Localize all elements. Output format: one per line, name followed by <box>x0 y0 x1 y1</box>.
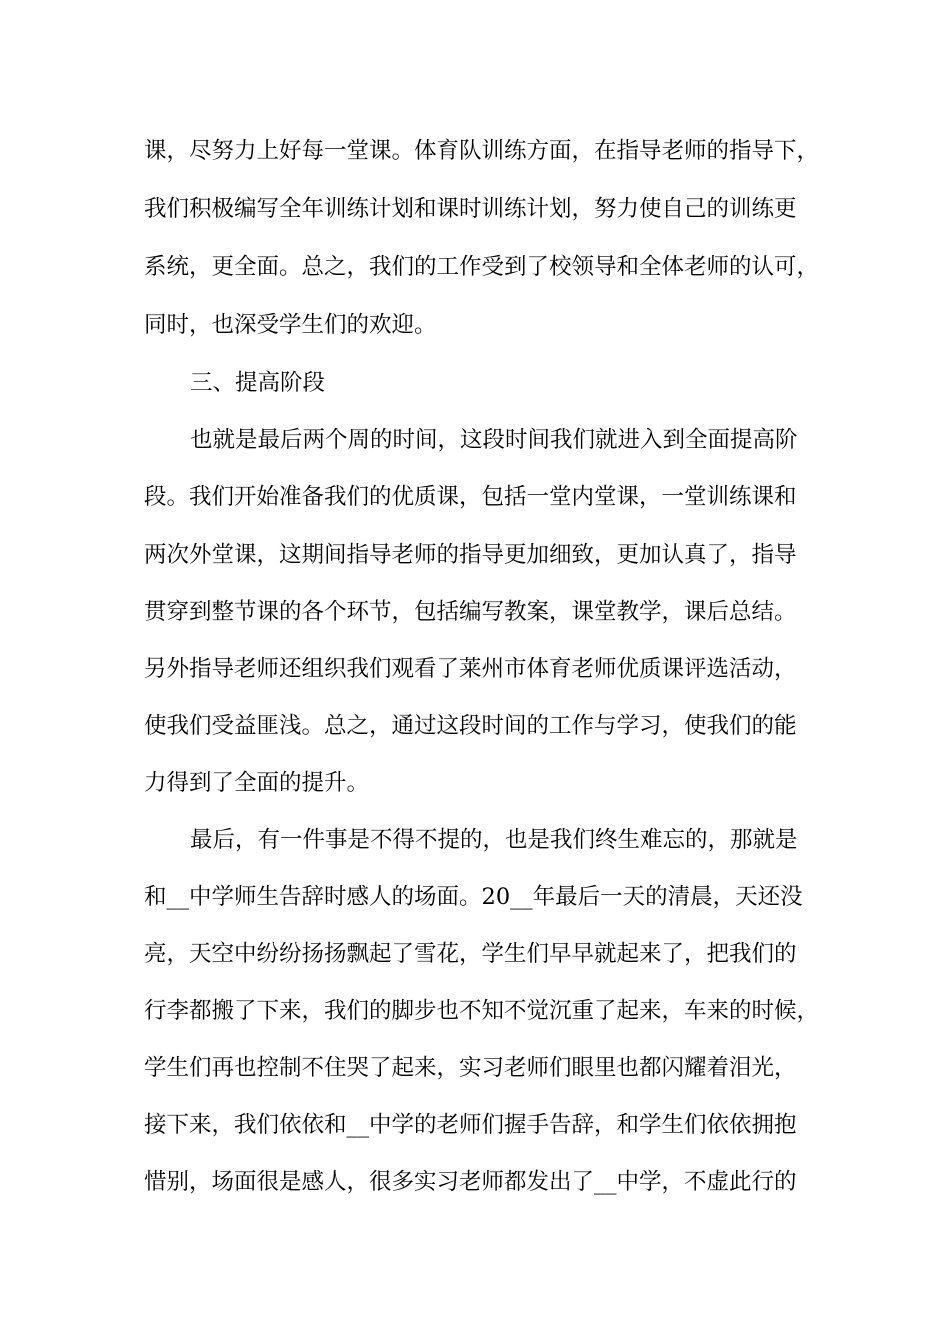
body-text-line: 段。我们开始准备我们的优质课，包括一堂内堂课，一堂训练课和 <box>144 484 797 510</box>
body-text-line: 同时，也深受学生们的欢迎。 <box>144 312 437 338</box>
body-text-line: 学生们再也控制不住哭了起来，实习老师们眼里也都闪耀着泪光， <box>144 1055 797 1081</box>
body-text-line: 亮，天空中纷纷扬扬飘起了雪花，学生们早早就起来了，把我们的 <box>144 941 797 967</box>
body-text-line: 贯穿到整节课的各个环节，包括编写教案，课堂教学，课后总结。 <box>144 599 797 625</box>
section-heading: 三、提高阶段 <box>190 370 326 396</box>
body-text-line: 接下来，我们依依和__中学的老师们握手告辞，和学生们依依拥抱 <box>144 1112 797 1138</box>
body-text-line: 和__中学师生告辞时感人的场面。20__年最后一天的清晨，天还没 <box>144 884 803 910</box>
body-text-line: 系统，更全面。总之，我们的工作受到了校领导和全体老师的认可， <box>144 254 820 280</box>
body-text-line: 两次外堂课，这期间指导老师的指导更加细致，更加认真了，指导 <box>144 542 797 568</box>
body-text-line: 力得到了全面的提升。 <box>144 770 370 796</box>
body-text-line: 课，尽努力上好每一堂课。体育队训练方面，在指导老师的指导下， <box>144 138 820 164</box>
body-text-line: 我们积极编写全年训练计划和课时训练计划，努力使自己的训练更 <box>144 196 797 222</box>
body-text-line: 行李都搬了下来，我们的脚步也不知不觉沉重了起来，车来的时候， <box>144 998 820 1024</box>
body-text-line: 最后，有一件事是不得不提的，也是我们终生难忘的，那就是 <box>190 827 798 853</box>
body-text-line: 也就是最后两个周的时间，这段时间我们就进入到全面提高阶 <box>190 427 798 453</box>
body-text-line: 另外指导老师还组织我们观看了莱州市体育老师优质课评选活动， <box>144 656 797 682</box>
body-text-line: 惜别，场面很是感人，很多实习老师都发出了__中学，不虚此行的 <box>144 1169 797 1195</box>
body-text-line: 使我们受益匪浅。总之，通过这段时间的工作与学习，使我们的能 <box>144 713 797 739</box>
